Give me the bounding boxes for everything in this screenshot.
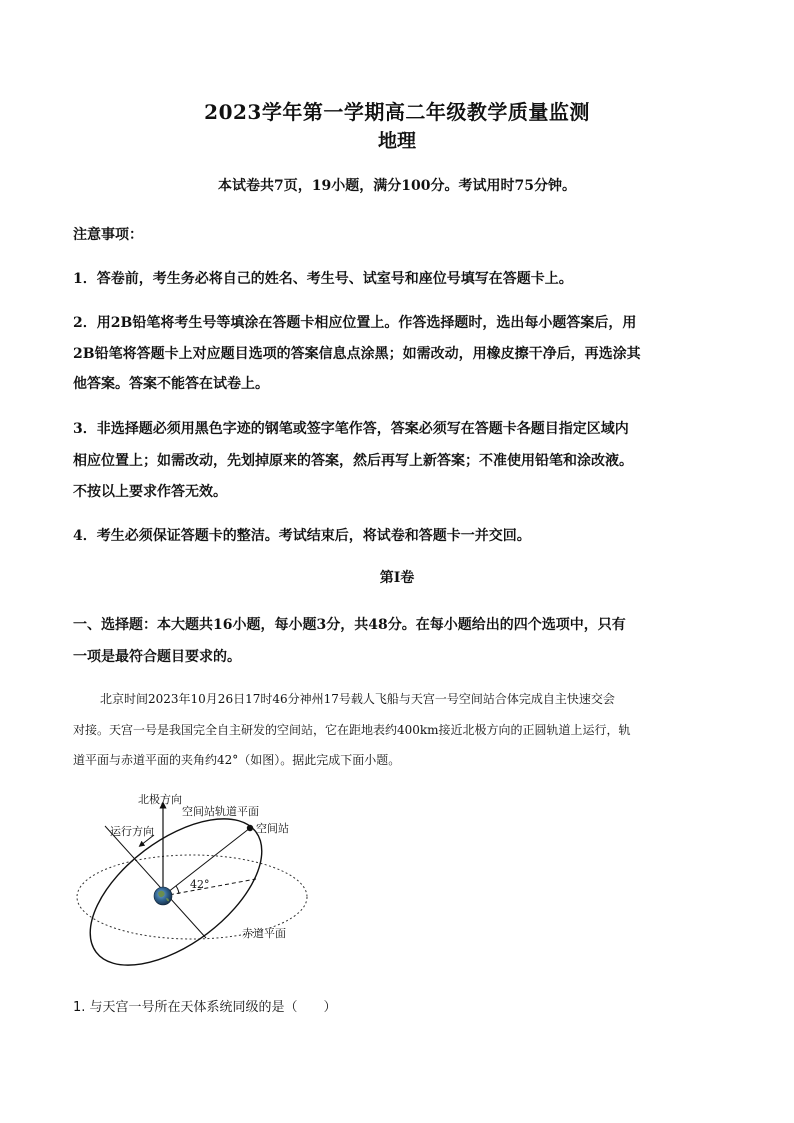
notice-item-3-line-3: 不按以上要求作答无效。	[73, 484, 227, 500]
section-heading-line-2: 一项是最符合题目要求的。	[73, 649, 241, 665]
north-label: 北极方向	[138, 793, 182, 806]
passage-line-1: 北京时间2023年10月26日17时46分神州17号载人飞船与天宫一号空间站合体完成自主快速交会	[100, 692, 615, 706]
equator-label: 赤道平面	[242, 927, 286, 940]
section-title: 第Ⅰ卷	[379, 570, 415, 586]
notice-item-2-line-2: 2B铅笔将答题卡上对应题目选项的答案信息点涂黑；如需改动，用橡皮擦干净后，再选涂其	[73, 346, 641, 362]
notice-item-2-line-3: 他答案。答案不能答在试卷上。	[73, 376, 269, 392]
subject-title: 地理	[377, 130, 416, 152]
notice-item-3-line-1: 3．非选择题必须用黑色字迹的钢笔或签字笔作答，答案必须写在答题卡各题目指定区域内	[73, 421, 629, 437]
notice-heading: 注意事项：	[73, 227, 143, 243]
direction-label: 运行方向	[110, 825, 154, 838]
notice-item-4-line-1: 4．考生必须保证答题卡的整洁。考试结束后，将试卷和答题卡一并交回。	[73, 528, 531, 544]
angle-arc	[176, 886, 179, 894]
section-heading-line-1: 一、选择题：本大题共16小题，每小题3分，共48分。在每小题给出的四个选项中，只有	[73, 617, 626, 633]
space-station-dot	[247, 825, 253, 831]
station-label: 空间站	[256, 822, 289, 835]
exam-info: 本试卷共7页，19小题，满分100分。考试用时75分钟。	[218, 178, 576, 194]
notice-item-2-line-1: 2．用2B铅笔将考生号等填涂在答题卡相应位置上。作答选择题时，选出每小题答案后，用	[73, 315, 637, 331]
passage-line-3: 道平面与赤道平面的夹角约42°（如图）。据此完成下面小题。	[73, 753, 401, 767]
notice-item-3-line-2: 相应位置上；如需改动，先划掉原来的答案，然后再写上新答案；不准使用铅笔和涂改液。	[73, 453, 633, 469]
exam-title: 2023学年第一学期高二年级教学质量监测	[204, 100, 590, 124]
angle-label: 42°	[190, 878, 210, 891]
passage-line-2: 对接。天宫一号是我国完全自主研发的空间站，它在距地表约400km接近北极方向的正圆轨道上运行，轨	[73, 723, 631, 737]
orbit-diagram	[70, 785, 310, 975]
notice-item-1-line-1: 1．答卷前，考生务必将自己的姓名、考生号、试室号和座位号填写在答题卡上。	[73, 271, 573, 287]
question-1: 1. 与天宫一号所在天体系统同级的是（ ）	[73, 1000, 337, 1015]
orbit-plane-label: 空间站轨道平面	[182, 805, 259, 818]
